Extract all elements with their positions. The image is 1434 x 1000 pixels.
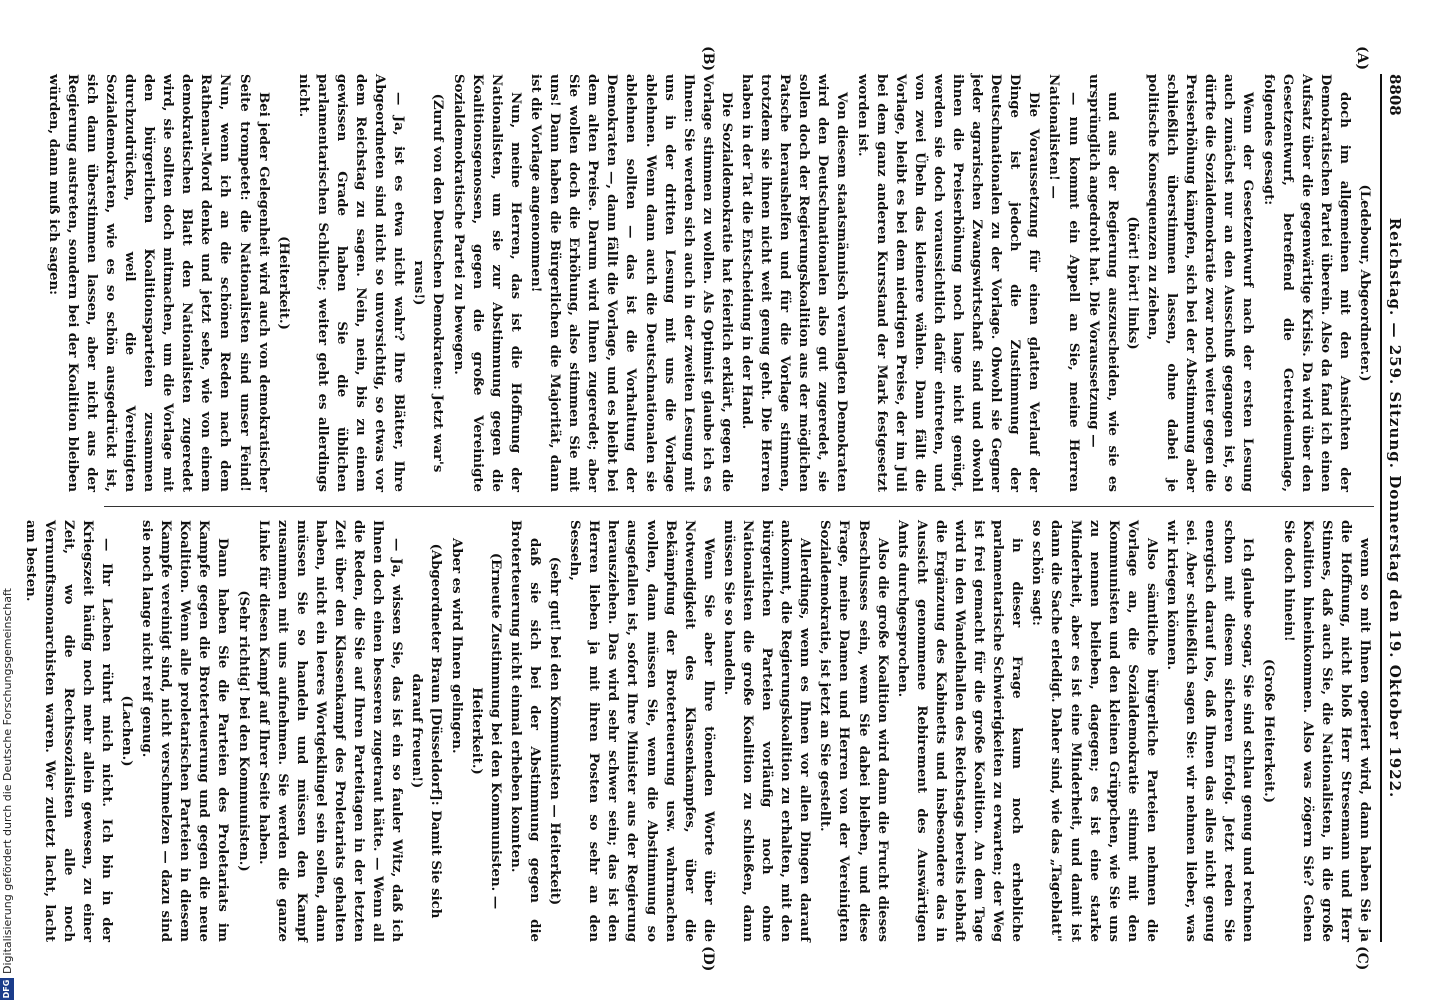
left-text-column xyxy=(45,74,1374,492)
margin-marker-c: (C) xyxy=(1354,946,1370,971)
right-column-paragraph: (Erneute Zustimmung bei den Kommunisten. — Heiterkeit.) xyxy=(468,552,503,910)
dfg-logo: DFG xyxy=(0,978,14,1000)
page-header xyxy=(1384,74,1406,942)
right-column-paragraph: Allerdings, wenn es Ihnen vor allen Dingen darauf ankommt, die Regierungskoalition zu erhalten, mit den bürgerlichen Parteien vorläufig noch ohne Nationalisten die große Koalition zu schließen, dann müssen Sie so handeln. xyxy=(720,520,813,942)
right-column-paragraph: — Ja, wissen Sie, das ist ein so fauler Witz, daß ich Ihnen doch einen besseren zugetraut hätte. — Wenn all die Reden, die Sie auf Ihren Parteitagen in der letzten Zeit über den Klassenkampf des Proletariats gehalten haben, nicht ein leeres Wortgeklingel sein sollen, dann müssen Sie so handeln und müssen den Kampf zusammen mit uns aufnehmen. Sie werden die ganze Linke für diesen Kampf auf Ihrer Seite haben. xyxy=(255,520,405,942)
right-column-paragraph: Also sämtliche bürgerliche Parteien nehmen die Vorlage an, die Sozialdemokratie stimmt mit den Kommunisten und den kleinen Grüppchen, wie Sie uns zu nennen belieben, dagegen; es ist eine starke Minderheit, aber es ist eine Minderheit, und damit ist dann die Sache erledigt. Daher sind, wie das „Tageblatt" so schön sagt: xyxy=(1029,520,1159,942)
right-column-paragraph: (sehr gut! bei den Kommunisten — Heiterkeit) xyxy=(547,556,563,906)
credit-text: Digitalisierung gefördert durch die Deutsche Forschungsgemeinschaft xyxy=(1,588,14,974)
margin-marker-b: (B) xyxy=(700,46,716,72)
left-column-paragraph: und aus der Regierung auszuscheiden, wie sie es ursprünglich angedroht hat. Die Voraussetzung — xyxy=(1085,74,1120,492)
right-column-paragraph: (Große Heiterkeit.) xyxy=(1260,658,1276,804)
left-column-paragraph: (hört! hört! links) xyxy=(1124,216,1140,350)
left-column-paragraph: — Ja, ist es etwa nicht wahr? Ihre Blätter, Ihre Abgeordneten sind nicht so unvorsichtig, so etwas vor dem Reichstag zu sagen. Nein, nein, bis zu einem gewissen Grade haben Sie die üblichen parlamentarischen Schliche; weiter geht es allerdings nicht. xyxy=(295,74,407,492)
reichstag-protocol-sheet xyxy=(22,46,1406,972)
left-column-paragraph: doch im allgemeinen mit den Ansichten der Demokratischen Partei überein. Also da fand ich einen Aufsatz über die gegenwärtige Krisis. Da wird über den Gesetzentwurf, betreffend die Getreideumlage, folgendes gesagt: xyxy=(1260,74,1352,492)
right-column-paragraph: (Abgeordneter Braun [Düsseldorf]: Damit Sie sich darauf freuen!) xyxy=(409,543,444,919)
left-column-paragraph: Von diesem staatsmännisch veranlagten Demokraten wird den Deutschnationalen also gut zugeredet, sie sollen doch der Regierungskoalition aus der möglichen Patsche heraushelfen und für die Vorlage stimmen, trotzdem sie ihnen nicht weit genug geht. Die Herren haben in der Tat die Entscheidung in der Hand. xyxy=(739,74,850,492)
right-text-column xyxy=(22,520,1374,942)
column-divider xyxy=(104,506,1374,507)
left-column-paragraph: — nun kommt ein Appell an Sie, meine Herren Nationalisten! — xyxy=(1046,74,1081,492)
right-column-paragraph: wenn so mit Ihnen operiert wird, dann haben Sie ja die Hoffnung, nicht bloß Herr Stresemann und Herr Stinnes, daß auch Sie, die Nationalisten, in die große Koalition hineinkommen. Also was zögern Sie? Gehen Sie doch hinein! xyxy=(1280,520,1372,942)
left-column-paragraph: Die Voraussetzung für einen glatten Verlauf der Dinge ist jedoch die Zustimmung der Deutschnationalen zu der Vorlage. Obwohl sie Gegner jeder agrarischen Zwangswirtschaft sind und obwohl ihnen die Preiserhöhung noch lange nicht genügt, werden sie doch voraussichtlich dafür eintreten, und von zwei Übeln das kleinere wählen. Dann fällt die Vorlage, bleibt es bei dem niedrigen Preise, der im Juli bei dem ganz anderen Kursstand der Mark festgesetzt worden ist. xyxy=(854,74,1042,492)
left-column-paragraph: Die Sozialdemokratie hat feierlich erklärt, gegen die Vorlage stimmen zu wollen. Als Optimist glaube ich es Ihnen: Sie werden sich auch in der zweiten Lesung mit uns in der dritten Lesung mit uns die Vorlage ablehnen. Wenn dann auch die Deutschnationalen sie ablehnen sollten — das ist die Vorhaltung der Demokraten —, dann fällt die Vorlage, und es bleibt bei dem alten Preise. Darum wird Ihnen zugeredet; aber Sie wollen doch die Erhöhung, also stimmen Sie mit uns! Dann haben die Bürgerlichen die Majorität, dann ist die Vorlage angenommen! xyxy=(527,74,734,492)
side-credit xyxy=(0,0,18,1000)
margin-marker-d: (D) xyxy=(700,946,716,972)
right-column-paragraph: (Lachen.) xyxy=(119,695,134,767)
left-column-paragraph: Nun, meine Herren, das ist die Hoffnung der Nationalisten, um sie zur Abstimmung gegen die Koalitionsgenossen, gegen die große Vereinigte Sozialdemokratische Partei zu bewegen. xyxy=(450,74,523,492)
header-rule xyxy=(1380,74,1382,942)
right-column-paragraph: — Ihr Lachen rührt mich nicht. Ich bin in der Kriegszeit häufig noch mehr allein gewesen, zu einer Zeit, wo die Rechtssozialisten alle noch Vernunftsmonarchisten waren. Wer zuletzt lacht, lacht am besten. xyxy=(22,520,114,942)
right-column-paragraph: daß sie sich bei der Abstimmung gegen die Broterteuerung nicht einmal erheben konnten. xyxy=(507,520,542,942)
margin-marker-a: (A) xyxy=(1354,46,1370,71)
right-column-paragraph: in dieser Frage kaum noch erhebliche parlamentarische Schwierigkeiten zu erwarten; der Weg ist frei gemacht für die große Koalition. An dem Tage wird in den Wandelhallen des Reichstags bereits lebhaft die Ergänzung des Kabinetts und insbesondere das in Aussicht genommene Rebirement des Auswärtigen Amts durchgesprochen. xyxy=(894,520,1025,942)
right-column-paragraph: Also die große Koalition wird dann die Frucht dieses Beschlusses sein, wenn Sie dabei bleiben, und diese Frage, meine Damen und Herren von der Vereinigten Sozialdemokratie, ist jetzt an Sie gestellt. xyxy=(817,520,890,942)
page-title: Reichstag. — 259. Sitzung. Donnerstag den 19. Oktober 1922. xyxy=(1386,217,1404,799)
right-column-paragraph: Aber es wird Ihnen gelingen. xyxy=(448,538,464,754)
left-column-paragraph: (Ledebour, Abgeordneter.) xyxy=(1357,184,1372,382)
right-column-paragraph: (Sehr richtig! bei den Kommunisten.) xyxy=(235,590,251,872)
left-column-paragraph: (Heiterkeit.) xyxy=(275,236,291,330)
right-column-paragraph: Wenn Sie aber Ihre tönenden Worte über die Notwendigkeit des Klassenkampfes, über die Bekämpfung der Broterteuerung usw. wahrmachen wollen, dann müssen Sie, wenn die Abstimmung so ausgefallen ist, sofort Ihre Minister aus der Regierung herausziehen. Das wird sehr schwer sein; das ist den Herren lieben ja mit ihren Posten so sehr an den Sesseln, xyxy=(567,520,716,942)
right-column-paragraph: Ich glaube sogar, Sie sind schlau genug und rechnen schon mit diesem sicheren Erfolg. Jetzt reden Sie energisch darauf los, daß Ihnen das alles nicht genug sei. Aber schließlich sagen Sie: wir nehmen lieber, was wir kriegen können. xyxy=(1164,520,1256,942)
right-column-paragraph: Dann haben Sie die Parteien des Proletariats im Kampfe gegen die Broterteuerung und gegen die neue Koalition. Wenn alle proletarischen Parteien in diesem Kampfe vereinigt sind, nicht verschmelzen — dazu sind sie noch lange nicht reif genug. xyxy=(139,520,231,942)
left-column-paragraph: (Zuruf von den Deutschen Demokraten: Jetzt war's raus!) xyxy=(411,93,446,473)
page-number: 8808 xyxy=(1386,74,1404,116)
left-column-paragraph: Bei jeder Gelegenheit wird auch von demokratischer Seite trompetet: die Nationalisten sind unser Feind! Nun, wenn ich an die schönen Reden nach dem Rathenau-Mord denke und jetzt sehe, wie von einem demokratischen Blatt den Nationalisten zugeredet wird, sie sollten doch mitmachen, um die Vorlage mit den bürgerlichen Koalitionsparteien zusammen durchzudrücken, weil die Vereinigten Sozialdemokraten, wie es so schön ausgedrückt ist, sich dann überstimmen lassen, aber nicht aus der Regierung austreten, sondern bei der Koalition bleiben würden, dann muß ich sagen: xyxy=(45,74,271,492)
left-column-paragraph: Wenn der Gesetzentwurf nach der ersten Lesung auch zunächst nur an den Ausschuß gegangen ist, so dürfte die Sozialdemokratie zwar noch weiter gegen die Preiserhöhung kämpfen, sich bei der Abstimmung aber schließlich überstimmen lassen, ohne dabei je politische Konsequenzen zu ziehen, xyxy=(1144,74,1256,492)
